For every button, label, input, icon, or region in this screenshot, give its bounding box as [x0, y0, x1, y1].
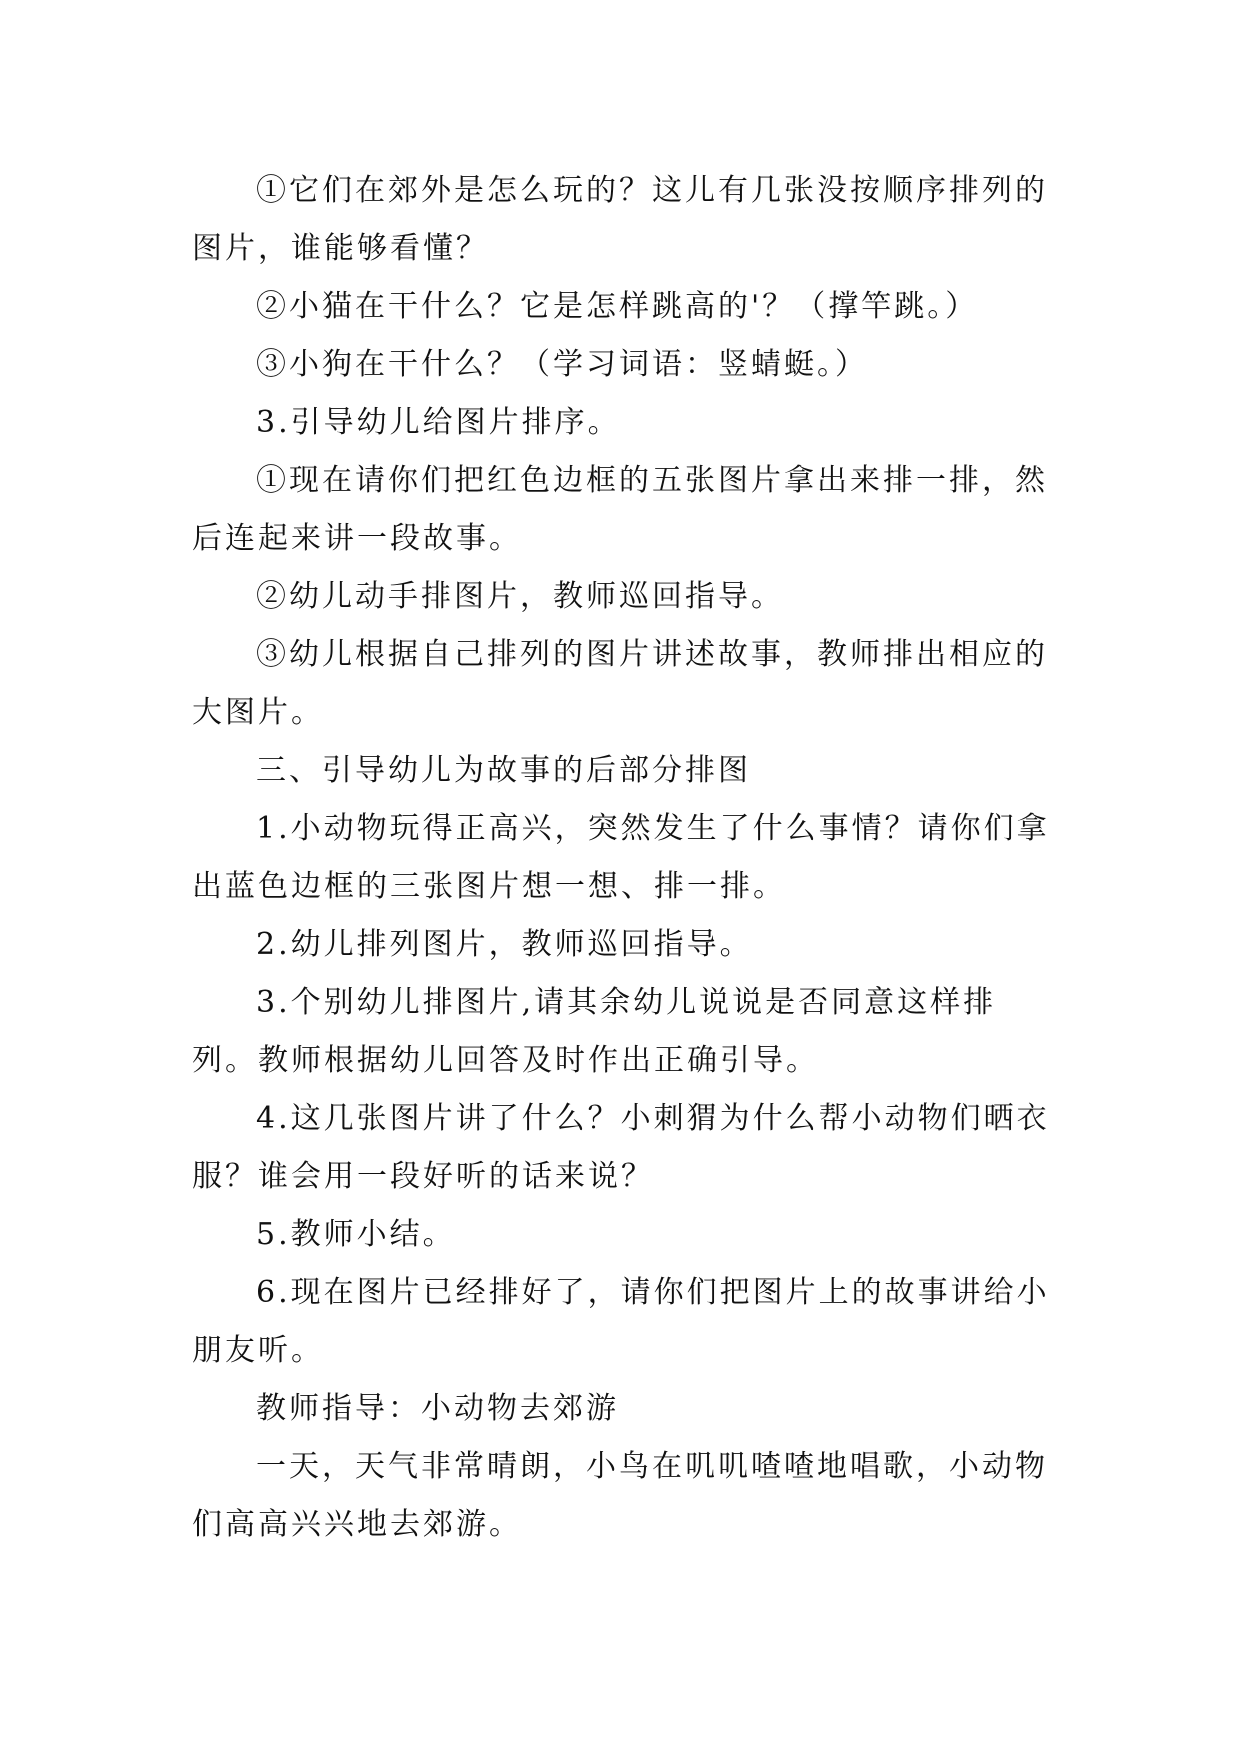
paragraph-step-3-item-3: ③幼儿根据自己排列的图片讲述故事，教师排出相应的大图片。 [192, 637, 1048, 730]
paragraph-question-3: ③小狗在干什么？（学习词语：竖蜻蜓。） [256, 347, 868, 382]
paragraph-step-3: 3.引导幼儿给图片排序。 [256, 405, 621, 440]
paragraph-question-1: ①它们在郊外是怎么玩的？这儿有几张没按顺序排列的图片，谁能够看懂？ [192, 173, 1048, 266]
paragraph-section-3-item-6: 6.现在图片已经排好了，请你们把图片上的故事讲给小朋友听。 [192, 1275, 1050, 1368]
paragraph-step-3-item-1: ①现在请你们把红色边框的五张图片拿出来排一排，然后连起来讲一段故事。 [192, 463, 1048, 556]
paragraph-section-3-item-5: 5.教师小结。 [256, 1217, 456, 1252]
section-heading-3: 三、引导幼儿为故事的后部分排图 [256, 753, 751, 788]
paragraph-section-3-item-1: 1.小动物玩得正高兴，突然发生了什么事情？请你们拿出蓝色边框的三张图片想一想、排一排。 [192, 811, 1050, 904]
paragraph-step-3-item-2: ②幼儿动手排图片，教师巡回指导。 [256, 579, 784, 614]
paragraph-section-3-item-4: 4.这几张图片讲了什么？小刺猬为什么帮小动物们晒衣服？谁会用一段好听的话来说？ [192, 1101, 1050, 1194]
paragraph-section-3-item-2: 2.幼儿排列图片，教师巡回指导。 [256, 927, 753, 962]
paragraph-section-3-item-3: 3.个别幼儿排图片,请其余幼儿说说是否同意这样排列。教师根据幼儿回答及时作出正确引导。 [192, 985, 997, 1078]
story-title: 教师指导：小动物去郊游 [256, 1391, 619, 1426]
document-body [192, 162, 1062, 1554]
story-paragraph-1: 一天，天气非常晴朗，小鸟在叽叽喳喳地唱歌，小动物们高高兴兴地去郊游。 [192, 1449, 1048, 1542]
paragraph-question-2: ②小猫在干什么？它是怎样跳高的'？（撑竿跳。） [256, 289, 979, 324]
